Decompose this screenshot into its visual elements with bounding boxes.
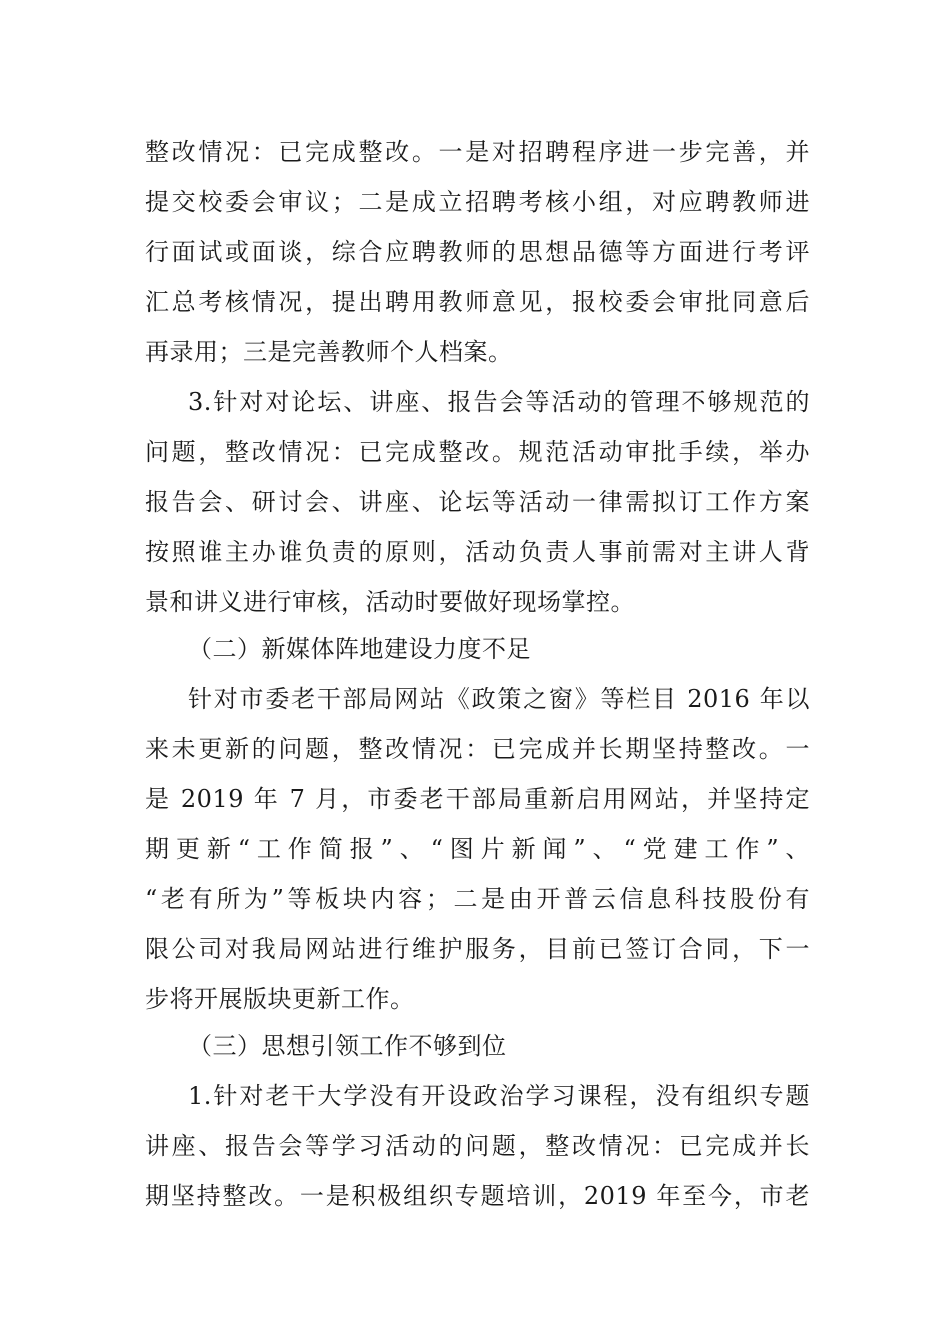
paragraph-line: 3.针对对论坛、讲座、报告会等活动的管理不够规范的 — [188, 388, 810, 416]
paragraph-line: 1.针对老干大学没有开设政治学习课程，没有组织专题 — [188, 1082, 810, 1110]
paragraph-line: 景和讲义进行审核，活动时要做好现场掌控。 — [145, 588, 635, 616]
paragraph-line: 行面试或面谈，综合应聘教师的思想品德等方面进行考评 — [145, 238, 810, 266]
paragraph-line: 问题，整改情况：已完成整改。规范活动审批手续，举办 — [145, 438, 810, 466]
paragraph-line: 期坚持整改。一是积极组织专题培训，2019 年至今，市老 — [145, 1182, 810, 1210]
paragraph-line: 是 2019 年 7 月，市委老干部局重新启用网站，并坚持定 — [145, 785, 810, 813]
paragraph-line: 按照谁主办谁负责的原则，活动负责人事前需对主讲人背 — [145, 538, 810, 566]
paragraph-line: 再录用；三是完善教师个人档案。 — [145, 338, 513, 366]
paragraph-line: 来未更新的问题，整改情况：已完成并长期坚持整改。一 — [145, 735, 810, 763]
paragraph-line: 期更新“工作简报”、“图片新闻”、“党建工作”、 — [145, 835, 810, 863]
paragraph-line: 报告会、研讨会、讲座、论坛等活动一律需拟订工作方案 — [145, 488, 810, 516]
section-heading: （三）思想引领工作不够到位 — [188, 1032, 507, 1060]
paragraph-line: “老有所为”等板块内容；二是由开普云信息科技股份有 — [145, 885, 810, 913]
paragraph-line: 整改情况：已完成整改。一是对招聘程序进一步完善，并 — [145, 138, 810, 166]
paragraph-line: 针对市委老干部局网站《政策之窗》等栏目 2016 年以 — [188, 685, 810, 713]
paragraph-line: 提交校委会审议；二是成立招聘考核小组，对应聘教师进 — [145, 188, 810, 216]
paragraph-line: 汇总考核情况，提出聘用教师意见，报校委会审批同意后 — [145, 288, 810, 316]
paragraph-line: 步将开展版块更新工作。 — [145, 985, 415, 1013]
section-heading: （二）新媒体阵地建设力度不足 — [188, 635, 531, 663]
paragraph-line: 限公司对我局网站进行维护服务，目前已签订合同，下一 — [145, 935, 810, 963]
paragraph-line: 讲座、报告会等学习活动的问题，整改情况：已完成并长 — [145, 1132, 810, 1160]
